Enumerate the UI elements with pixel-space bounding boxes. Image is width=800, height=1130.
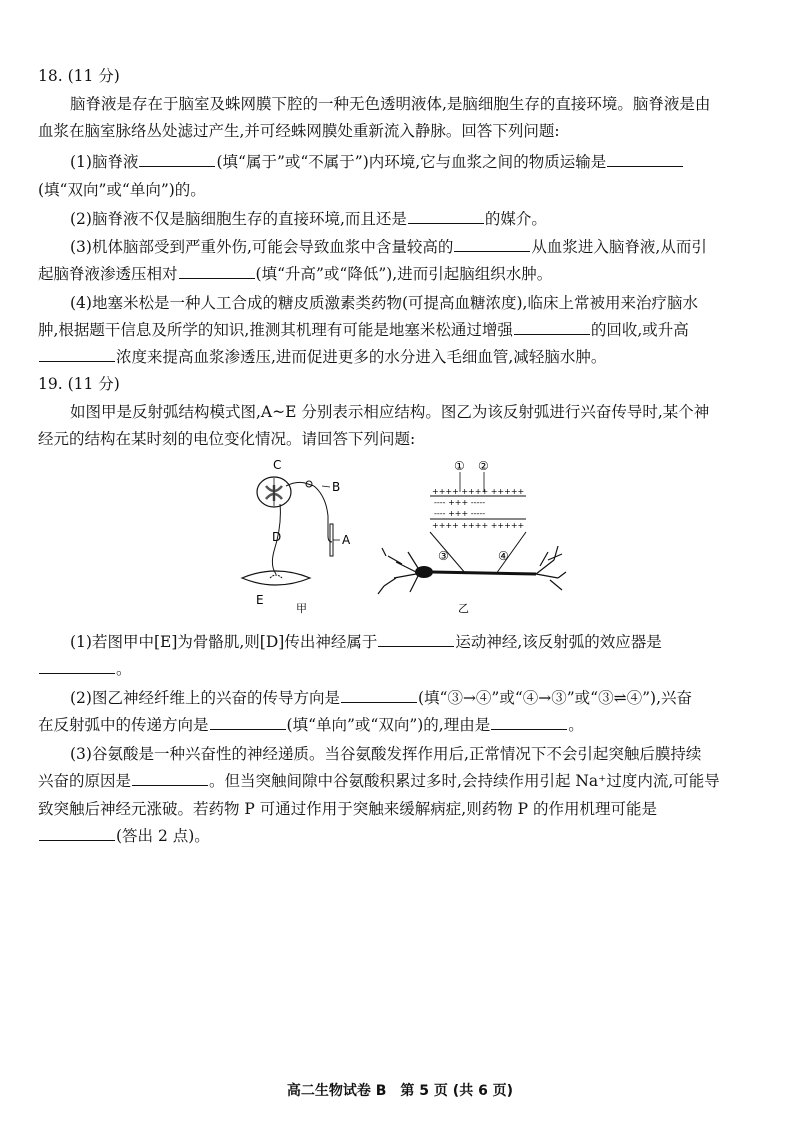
- q19-p2-text-e: 。: [568, 716, 584, 734]
- q18-p4-text-b: 肿,根据题干信息及所学的知识,推测其机理有可能是地塞米松通过增强: [38, 321, 513, 339]
- q19-p1-text-c: 。: [116, 660, 132, 678]
- q19-intro-line-2: 经元的结构在某时刻的电位变化情况。请回答下列问题:: [38, 430, 416, 448]
- q19-p2-text-b: (填“③→④”或“④→③”或“③⇌④”),兴奋: [417, 689, 692, 707]
- answer-blank[interactable]: [607, 152, 683, 167]
- q19-p3-text-b: 兴奋的原因是: [38, 772, 132, 790]
- q18-part-4-line-3: [38, 347, 760, 367]
- answer-blank[interactable]: [491, 715, 567, 730]
- q19-p2-text-d: (填“单向”或“双向”)的,理由是: [286, 716, 491, 734]
- caption-jia: 甲: [296, 602, 307, 615]
- marker-3: ③: [438, 549, 449, 563]
- q19-p3-text-d: 致突触后神经元涨破。若药物 P 可通过作用于突触来缓解病症,则药物 P 的作用机理可能是: [38, 800, 657, 818]
- q18-p3-text-c: 起脑脊液渗透压相对: [38, 265, 178, 283]
- afferent-root-path: [286, 482, 314, 486]
- receptor-shape: [330, 524, 333, 556]
- q18-p3-text-a: (3)机体脑部受到严重外伤,可能会导致血浆中含量较高的: [70, 238, 454, 256]
- q19-p2-text-a: (2)图乙神经纤维上的兴奋的传导方向是: [70, 689, 340, 707]
- answer-blank[interactable]: [514, 320, 590, 335]
- q19-p3-text-a: (3)谷氨酸是一种兴奋性的神经递质。当谷氨酸发挥作用后,正常情况下不会引起突触后膜持续: [70, 745, 702, 763]
- answer-blank[interactable]: [179, 264, 255, 279]
- answer-blank[interactable]: [378, 632, 454, 647]
- answer-blank[interactable]: [210, 715, 286, 730]
- q19-p2-text-c: 在反射弧中的传递方向是: [38, 716, 209, 734]
- figure-yi: [378, 459, 566, 615]
- q18-part-4-line-2: [38, 320, 760, 340]
- q18-p4-text-c: 的回收,或升高: [590, 321, 689, 339]
- charge-row-3: ---- +++ -----: [434, 509, 486, 518]
- q18-part-3-line-2: [38, 264, 760, 284]
- marker-1: ①: [454, 459, 465, 473]
- answer-blank[interactable]: [139, 152, 215, 167]
- q19-intro-line-1: 如图甲是反射弧结构模式图,A~E 分别表示相应结构。图乙为该反射弧进行兴奋传导时,某个神: [70, 403, 710, 421]
- answer-blank[interactable]: [454, 237, 530, 252]
- label-d: D: [272, 530, 282, 544]
- q19-p3-text-e: (答出 2 点)。: [116, 827, 210, 845]
- q19-part-1-line-2: [38, 659, 760, 679]
- charge-row-4: ++++ ++++ +++++: [432, 521, 525, 530]
- q18-p2-text-b: 的媒介。: [484, 210, 547, 228]
- q18-part-2: [70, 209, 760, 229]
- q18-part-1-line-1: [70, 152, 760, 172]
- dendrites-shape: [378, 548, 418, 594]
- axon-shape: [432, 572, 536, 574]
- answer-blank[interactable]: [341, 688, 417, 703]
- label-b: B: [332, 480, 341, 494]
- q18-header: 18. (11 分): [38, 67, 120, 85]
- answer-blank[interactable]: [39, 826, 115, 841]
- answer-blank[interactable]: [39, 347, 115, 362]
- q18-p4-text-a: (4)地塞米松是一种人工合成的糖皮质激素类药物(可提高血糖浓度),临床上常被用来治疗脑水: [70, 294, 698, 312]
- caption-yi: 乙: [458, 602, 469, 615]
- q19-part-3-line-4: [38, 826, 760, 846]
- q19-p3-text-c: 。但当突触间隙中谷氨酸积累过多时,会持续作用引起 Na⁺过度内流,可能导: [209, 772, 720, 790]
- figure-jia: [242, 458, 351, 615]
- afferent-nerve-path: [314, 486, 332, 542]
- label-c: C: [273, 458, 282, 472]
- q18-p3-text-d: (填“升高”或“降低”),进而引起脑组织水肿。: [255, 265, 553, 283]
- q18-intro-line-2: 血浆在脑室脉络丛处滤过产生,并可经蛛网膜处重新流入静脉。回答下列问题:: [38, 122, 560, 140]
- label-e: E: [256, 593, 264, 607]
- q19-part-3-line-2: [38, 771, 760, 791]
- q19-part-2-line-1: [70, 688, 760, 708]
- answer-blank[interactable]: [39, 659, 115, 674]
- marker-4: ④: [498, 549, 509, 563]
- q19-p1-text-a: (1)若图甲中[E]为骨骼肌,则[D]传出神经属于: [70, 633, 378, 651]
- charge-row-2: ---- +++ -----: [434, 498, 486, 507]
- q19-part-2-line-2: [38, 715, 760, 735]
- q18-p3-text-b: 从血浆进入脑脊液,从而引: [531, 238, 707, 256]
- q18-part-3-line-1: [70, 237, 760, 257]
- q18-p4-text-d: 浓度来提高血浆渗透压,进而促进更多的水分进入毛细血管,减轻脑水肿。: [116, 348, 607, 366]
- page-footer: 高二生物试卷 B 第 5 页 (共 6 页): [286, 1083, 514, 1099]
- answer-blank[interactable]: [132, 771, 208, 786]
- q18-p2-text-a: (2)脑脊液不仅是脑细胞生存的直接环境,而且还是: [70, 210, 407, 228]
- q18-intro-line-1: 脑脊液是存在于脑室及蛛网膜下腔的一种无色透明液体,是脑细胞生存的直接环境。脑脊液是由: [70, 95, 711, 113]
- reflex-arc-figure: [236, 456, 576, 618]
- q18-p1-text-b: (填“属于”或“不属于”)内环境,它与血浆之间的物质运输是: [216, 153, 607, 171]
- charge-row-1: ++++ ++++ +++++: [432, 487, 525, 496]
- label-a: A: [342, 533, 351, 547]
- answer-blank[interactable]: [408, 209, 484, 224]
- q18-p1-text-a: (1)脑脊液: [70, 153, 139, 171]
- q18-p1-text-c: (填“双向”或“单向”)的。: [38, 181, 206, 199]
- marker-2: ②: [478, 459, 489, 473]
- q19-p1-text-b: 运动神经,该反射弧的效应器是: [455, 633, 662, 651]
- axon-terminal-shape: [536, 546, 566, 590]
- muscle-shape: [242, 571, 310, 585]
- q19-part-1-line-1: [70, 632, 760, 652]
- q19-header: 19. (11 分): [38, 375, 120, 393]
